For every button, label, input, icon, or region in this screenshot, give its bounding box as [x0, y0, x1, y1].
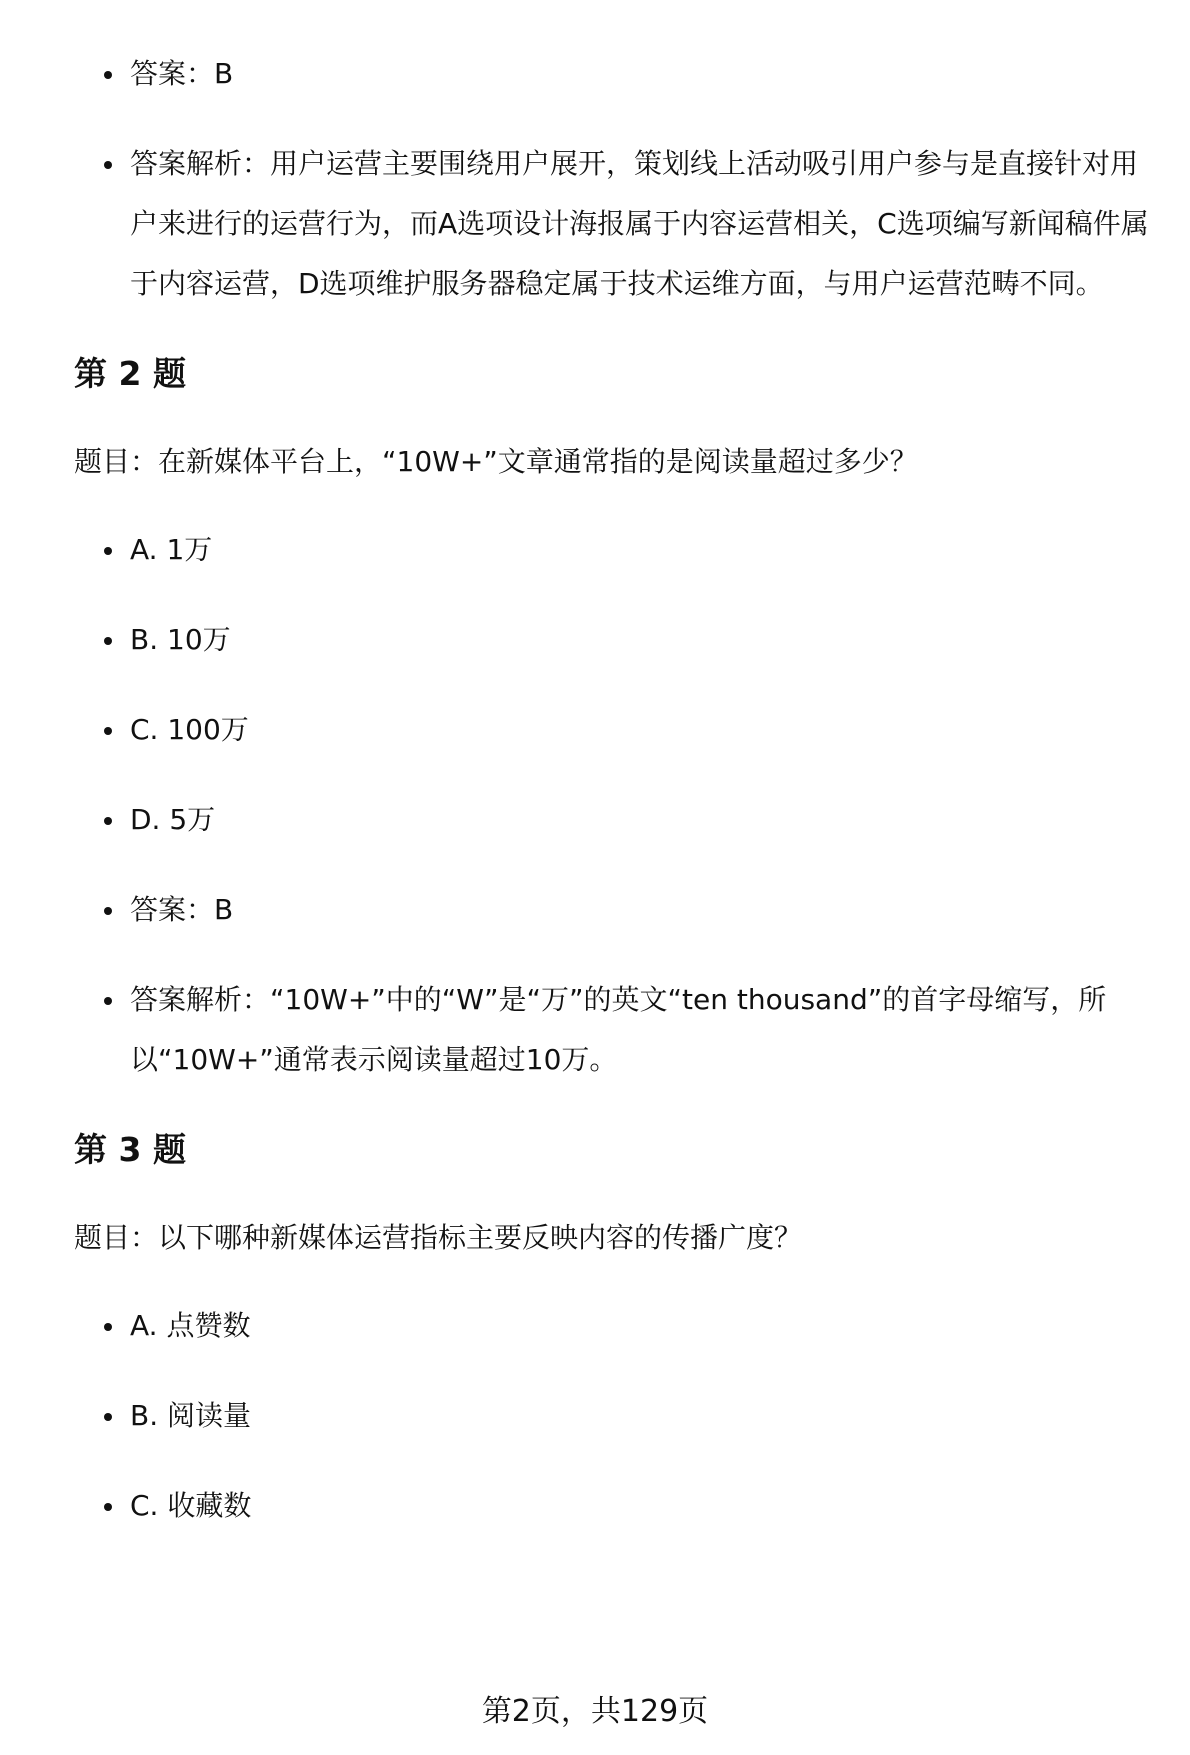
q3-option-c: C. 收藏数: [130, 1476, 1174, 1536]
q3-list: [74, 1296, 1174, 1536]
q2-answer: 答案：B: [130, 880, 1174, 940]
q2-option-a: A. 1万: [130, 520, 1174, 580]
q1-answer: 答案：B: [130, 44, 1174, 104]
q2-list: [74, 520, 1174, 1090]
page-content: [74, 44, 1174, 1566]
q1-tail-list: [74, 44, 1174, 314]
q2-option-b: B. 10万: [130, 610, 1174, 670]
q2-title: 第 2 题: [74, 354, 186, 393]
q2-question: 题目：在新媒体平台上，“10W+”文章通常指的是阅读量超过多少？: [74, 445, 918, 478]
q3-option-a: A. 点赞数: [130, 1296, 1174, 1356]
q3-question: 题目：以下哪种新媒体运营指标主要反映内容的传播广度？: [74, 1221, 803, 1254]
q2-option-d: D. 5万: [130, 790, 1174, 850]
q2-option-c: C. 100万: [130, 700, 1174, 760]
q3-option-b: B. 阅读量: [130, 1386, 1174, 1446]
q2-explanation: 答案解析：“10W+”中的“W”是“万”的英文“ten thousand”的首字母缩写，所以“10W+”通常表示阅读量超过10万。: [130, 970, 1120, 1090]
q1-explanation: 答案解析：用户运营主要围绕用户展开，策划线上活动吸引用户参与是直接针对用户来进行的运营行为，而A选项设计海报属于内容运营相关，C选项编写新闻稿件属于内容运营，D选项维护服务器稳定属于技术运维方面，与用户运营范畴不同。: [130, 134, 1170, 314]
page-indicator: 第2页，共129页: [481, 1694, 709, 1729]
q3-title: 第 3 题: [74, 1130, 186, 1169]
